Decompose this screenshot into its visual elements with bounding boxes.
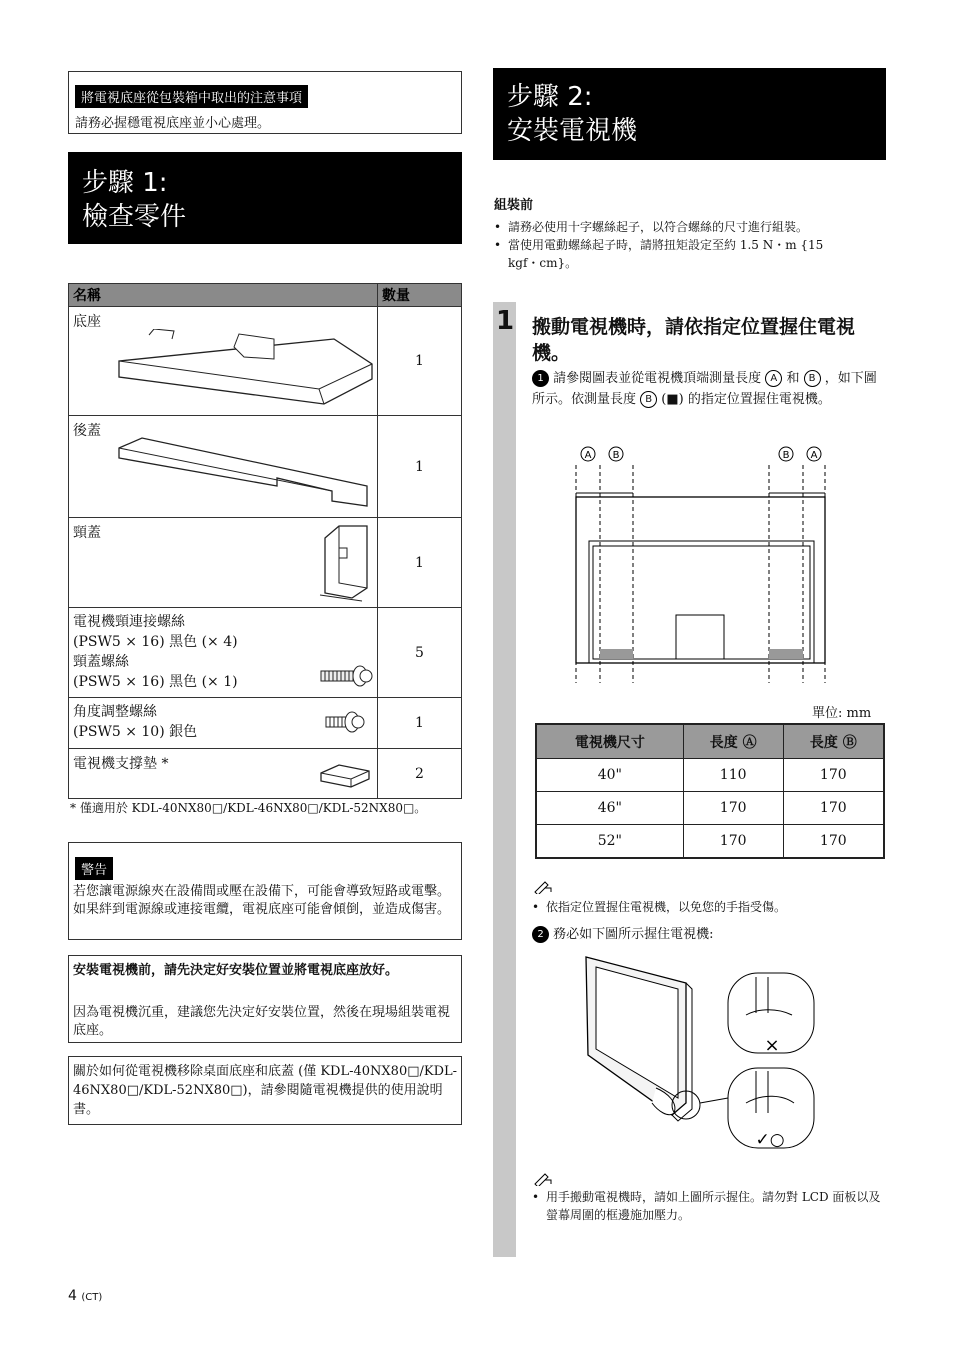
table-row: [536, 759, 884, 792]
item1-text-d: (■) 的指定位置握住電視機。: [661, 392, 831, 407]
label-b-icon: B: [640, 391, 657, 408]
removal-note-text: 關於如何從電視機移除桌面底座和底蓋 (僅 KDL-40NX80□/KDL-46NX80□/KDL-52NX80□)，請參閱隨電視機提供的使用說明書。: [73, 1064, 458, 1117]
list-item: • 請務必使用十字螺絲起子，以符合螺絲的尺寸進行組裝。: [494, 218, 886, 236]
size-header-size: 電視機尺寸: [536, 724, 683, 759]
substep-bar: [493, 302, 516, 1257]
install-location-text: 因為電視機沉重，建議您先決定好安裝位置，然後在現場組裝電視底座。: [73, 1005, 451, 1038]
support-pad-icon: [317, 761, 373, 791]
item1-text-b: 和: [786, 371, 800, 386]
rear-cover-illustration: [117, 436, 377, 511]
item1-text: [532, 368, 886, 410]
part-qty-stand: 1: [378, 307, 462, 416]
item1-number: 1: [532, 370, 549, 387]
page-number-suffix: (CT): [81, 1292, 103, 1303]
warning-text: 若您讓電源線夾在設備間或壓在設備下，可能會導致短路或電擊。如果絆到電源線或連接電纜，電視底座可能會傾倒，並造成傷害。: [73, 884, 451, 917]
step2-line1: 步驟 2:: [507, 82, 593, 112]
label-b-marker: B: [782, 450, 790, 461]
item2-number: 2: [532, 926, 549, 943]
table-row: [536, 792, 884, 825]
size-header-a: 長度 Ⓐ: [683, 724, 783, 759]
before-assembly-list: [494, 218, 886, 272]
list-item: • 用手搬動電視機時，請如上圖所示握住。請勿對 LCD 面板以及螢幕周圍的框邊施加壓力。: [532, 1188, 888, 1224]
label-b-marker: B: [612, 450, 620, 461]
parts-header-qty: 數量: [378, 284, 462, 307]
correct-mark: ✓○: [755, 1130, 785, 1150]
warning-box: [68, 842, 462, 940]
table-row: [69, 518, 462, 608]
part-name-stand: 底座: [73, 314, 101, 330]
part-qty-angle-screw: 1: [378, 698, 462, 749]
part-qty-support-pad: 2: [378, 749, 462, 799]
unpack-notice-text: 請務必握穩電視底座並小心處理。: [75, 116, 271, 131]
note2-list: [532, 1188, 888, 1224]
wrong-mark: ×: [764, 1035, 780, 1056]
length-a-cell: 170: [683, 792, 783, 825]
part-name-rear-cover: 後蓋: [73, 423, 101, 439]
part-name-neck-cover: 頸蓋: [73, 525, 101, 541]
parts-header-name: 名稱: [69, 284, 378, 307]
label-b-icon: B: [804, 370, 821, 387]
part-name-angle-screw-line2: (PSW5 × 10) 銀色: [73, 724, 198, 740]
page-number-value: 4: [68, 1288, 77, 1304]
parts-footnote: * 僅適用於 KDL-40NX80□/KDL-46NX80□/KDL-52NX80□。: [70, 801, 427, 815]
parts-table: [68, 283, 462, 799]
screw-silver-icon: [324, 710, 368, 734]
step2-line2: 安裝電視機: [507, 116, 638, 146]
label-a-icon: A: [765, 370, 782, 387]
before-assembly-heading: 組裝前: [494, 198, 534, 213]
removal-note-box: [68, 1056, 462, 1125]
substep-number: 1: [496, 306, 515, 336]
stand-illustration: [114, 329, 374, 409]
unpack-notice-box: [68, 71, 462, 134]
screw-black-icon: [319, 664, 375, 688]
label-a-marker: A: [810, 450, 818, 461]
item1-text-a: 請參閱圖表並從電視機頂端測量長度: [553, 371, 762, 386]
note1-list: [532, 898, 886, 916]
step1-heading: [68, 152, 462, 244]
part-name-support-pad: 電視機支撐墊 *: [73, 756, 169, 772]
length-a-cell: 110: [683, 759, 783, 792]
warning-tag: 警告: [75, 857, 113, 880]
page-number: [68, 1288, 102, 1304]
label-a-marker: A: [584, 450, 592, 461]
step1-line1: 步驟 1:: [82, 168, 168, 198]
size-table: [535, 723, 885, 859]
length-b-cell: 170: [783, 825, 884, 859]
step1-line2: 檢查零件: [82, 202, 187, 232]
install-location-title: 安裝電視機前，請先決定好安裝位置並將電視底座放好。: [73, 963, 399, 978]
install-location-box: [68, 955, 462, 1043]
length-b-cell: 170: [783, 759, 884, 792]
unit-label: 單位: mm: [812, 706, 872, 721]
table-row: [69, 749, 462, 799]
size-cell: 52": [536, 825, 683, 859]
list-item: • 依指定位置握住電視機，以免您的手指受傷。: [532, 898, 886, 916]
note-pencil-icon: [533, 1172, 553, 1186]
size-cell: 46": [536, 792, 683, 825]
table-row: [69, 698, 462, 749]
item2-text: [532, 923, 714, 943]
substep-title: 搬動電視機時，請依指定位置握住電視機。: [532, 316, 856, 364]
item2-text-body: 務必如下圖所示握住電視機:: [553, 927, 714, 942]
part-name-angle-screw-line1: 角度調整螺絲: [73, 704, 157, 720]
part-name-screw-line1: 電視機頸連接螺絲: [73, 614, 185, 630]
part-qty-neck-cover: 1: [378, 518, 462, 608]
part-qty-screw: 5: [378, 608, 462, 698]
step2-heading: [493, 68, 886, 160]
length-a-cell: 170: [683, 825, 783, 859]
list-item: • 當使用電動螺絲起子時，請將扭矩設定至約 1.5 N・m {15 kgf・cm}。: [494, 236, 858, 272]
unpack-notice-tag: 將電視底座從包裝箱中取出的注意事項: [75, 85, 308, 108]
neck-cover-illustration: [317, 523, 377, 603]
part-name-screw-line4: (PSW5 × 16) 黑色 (× 1): [73, 674, 238, 690]
size-cell: 40": [536, 759, 683, 792]
length-b-cell: 170: [783, 792, 884, 825]
size-header-b: 長度 Ⓑ: [783, 724, 884, 759]
part-name-screw-line2: (PSW5 × 16) 黑色 (× 4): [73, 634, 238, 650]
table-row: [69, 307, 462, 416]
part-name-screw-line3: 頸蓋螺絲: [73, 654, 129, 670]
item1-text-c: ，如下圖所示。依測量長度: [532, 371, 877, 407]
grip-position-diagram: [570, 443, 830, 683]
table-row: [69, 608, 462, 698]
part-qty-rear-cover: 1: [378, 416, 462, 518]
table-row: [69, 416, 462, 518]
hold-tv-illustration: [578, 953, 818, 1153]
note-pencil-icon: [533, 880, 553, 894]
table-row: [536, 825, 884, 859]
